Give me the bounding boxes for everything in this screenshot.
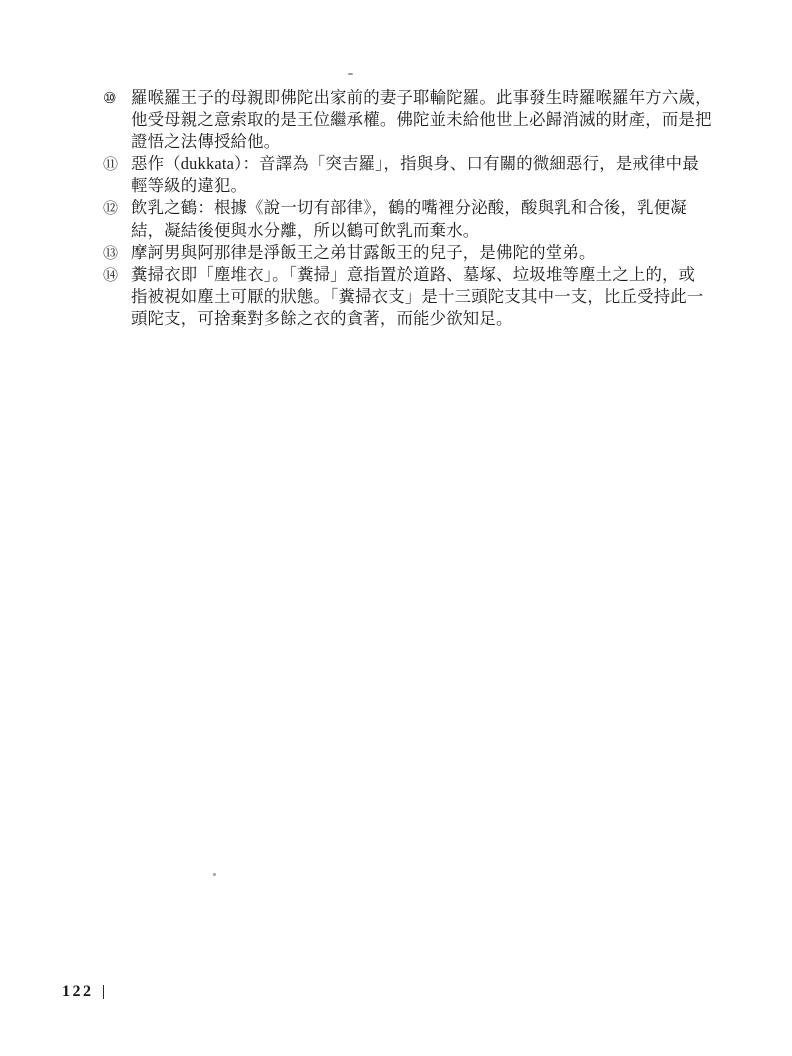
endnote-14 <box>103 264 719 330</box>
endnote-line: 他受母親之意索取的是王位繼承權。佛陀並未給他世上必歸消滅的財產，而是把 <box>131 110 712 130</box>
endnote-11 <box>103 153 719 197</box>
endnote-line: 飲乳之鶴：根據《說一切有部律》，鶴的嘴裡分泌酸，酸與乳和合後，乳便凝 <box>131 198 687 218</box>
endnote-line: 羅喉羅王子的母親即佛陀出家前的妻子耶輸陀羅。此事發生時羅喉羅年方六歲， <box>131 88 712 107</box>
endnote-marker: ⑫ <box>103 199 119 218</box>
endnote-text <box>131 197 719 241</box>
endnote-line: 證悟之法傳授給他。 <box>131 132 281 152</box>
page-number: 122 <box>62 983 94 1000</box>
endnote-text <box>131 264 719 330</box>
scan-artifact <box>348 73 353 75</box>
endnote-line: 指被視如塵土可厭的狀態。「糞掃衣支」是十三頭陀支其中一支，比丘受持此一 <box>131 286 704 306</box>
endnote-line: 頭陀支，可捨棄對多餘之衣的貪著，而能少欲知足。 <box>131 308 513 328</box>
endnote-text <box>131 242 719 264</box>
endnote-marker: ⑪ <box>103 155 119 174</box>
endnote-text <box>131 87 719 153</box>
endnote-marker: ⑩ <box>103 89 117 107</box>
endnote-marker: ⑭ <box>103 265 119 284</box>
endnote-line: 糞掃衣即「塵堆衣」。「糞掃」意指置於道路、墓塚、垃圾堆等塵土之上的，或 <box>131 264 696 284</box>
endnote-line: 惡作（dukkata）：音譯為「突吉羅」，指與身、口有關的微細惡行，是戒律中最 <box>131 154 699 174</box>
endnote-13 <box>103 242 719 264</box>
page-number-divider <box>103 985 105 999</box>
endnote-12 <box>103 197 719 241</box>
endnote-text <box>131 153 719 197</box>
page-footer <box>62 983 104 1001</box>
endnotes-list <box>103 87 719 330</box>
endnote-marker: ⑬ <box>103 243 119 262</box>
endnote-line: 摩訶男與阿那律是淨飯王之弟甘露飯王的兒子，是佛陀的堂弟。 <box>131 242 596 262</box>
endnote-10 <box>103 87 719 153</box>
scan-artifact <box>213 873 216 876</box>
endnote-line: 輕等級的違犯。 <box>131 176 248 196</box>
endnote-line: 結，凝結後便與水分離，所以鶴可飲乳而棄水。 <box>131 220 480 240</box>
